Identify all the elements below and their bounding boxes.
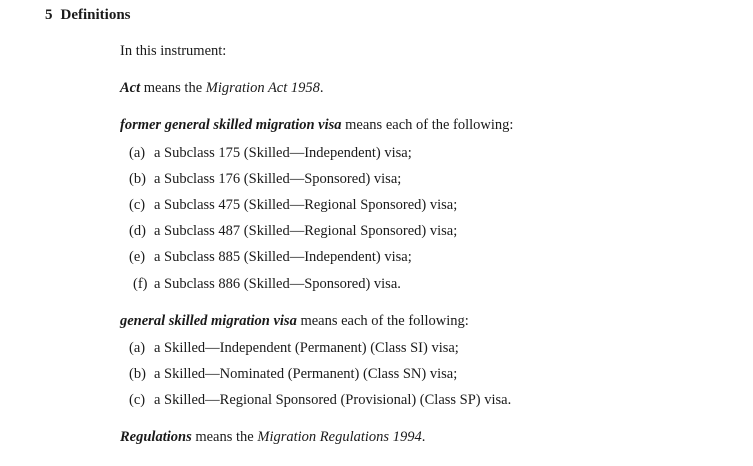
- item-text: a Subclass 885 (Skilled—Independent) visa;: [154, 249, 412, 265]
- definition-regulations: [120, 429, 425, 446]
- item-text: a Subclass 487 (Skilled—Regional Sponsored) visa;: [154, 223, 458, 239]
- item-label: (a): [129, 340, 146, 356]
- list-item: [133, 276, 401, 293]
- item-label: (f): [133, 276, 148, 292]
- definition-connector: means each of the following:: [296, 313, 469, 329]
- list-item: [129, 392, 511, 409]
- definition-meaning: Migration Regulations 1994: [257, 429, 422, 445]
- definition-act: [120, 80, 324, 97]
- section-title: Definitions: [60, 7, 131, 23]
- item-text: a Subclass 886 (Skilled—Sponsored) visa.: [154, 276, 401, 292]
- definition-connector: means the: [191, 429, 258, 445]
- list-item: [129, 171, 401, 188]
- item-text: a Skilled—Nominated (Permanent) (Class SN) visa;: [154, 366, 458, 382]
- item-text: a Skilled—Independent (Permanent) (Class SI) visa;: [154, 340, 459, 356]
- list-item: [129, 340, 459, 357]
- list-item: [129, 197, 457, 214]
- definition-gsm-visa: [120, 313, 469, 330]
- definition-term: Regulations: [120, 429, 192, 445]
- item-label: (b): [129, 366, 146, 382]
- list-item: [129, 366, 457, 383]
- definition-term: Act: [120, 80, 141, 96]
- item-text: a Subclass 176 (Skilled—Sponsored) visa;: [154, 171, 402, 187]
- definition-term: former general skilled migration visa: [120, 117, 342, 133]
- item-label: (c): [129, 197, 146, 213]
- section-heading: [45, 7, 131, 24]
- definition-ending: .: [421, 429, 426, 445]
- intro-text: In this instrument:: [120, 43, 227, 59]
- item-label: (a): [129, 145, 146, 161]
- definition-connector: means the: [140, 80, 206, 96]
- item-label: (b): [129, 171, 146, 187]
- item-label: (e): [129, 249, 146, 265]
- definition-meaning: Migration Act 1958: [205, 80, 320, 96]
- definition-term: general skilled migration visa: [120, 313, 297, 329]
- section-number: 5: [45, 7, 53, 23]
- item-text: a Skilled—Regional Sponsored (Provisional) (Class SP) visa.: [154, 392, 512, 408]
- definition-connector: means each of the following:: [341, 117, 514, 133]
- list-item: [129, 249, 412, 266]
- item-label: (d): [129, 223, 146, 239]
- definition-ending: .: [319, 80, 324, 96]
- item-text: a Subclass 175 (Skilled—Independent) visa;: [154, 145, 412, 161]
- definition-former-gsm-visa: [120, 117, 513, 134]
- list-item: [129, 223, 457, 240]
- item-text: a Subclass 475 (Skilled—Regional Sponsored) visa;: [154, 197, 458, 213]
- list-item: [129, 145, 412, 162]
- item-label: (c): [129, 392, 146, 408]
